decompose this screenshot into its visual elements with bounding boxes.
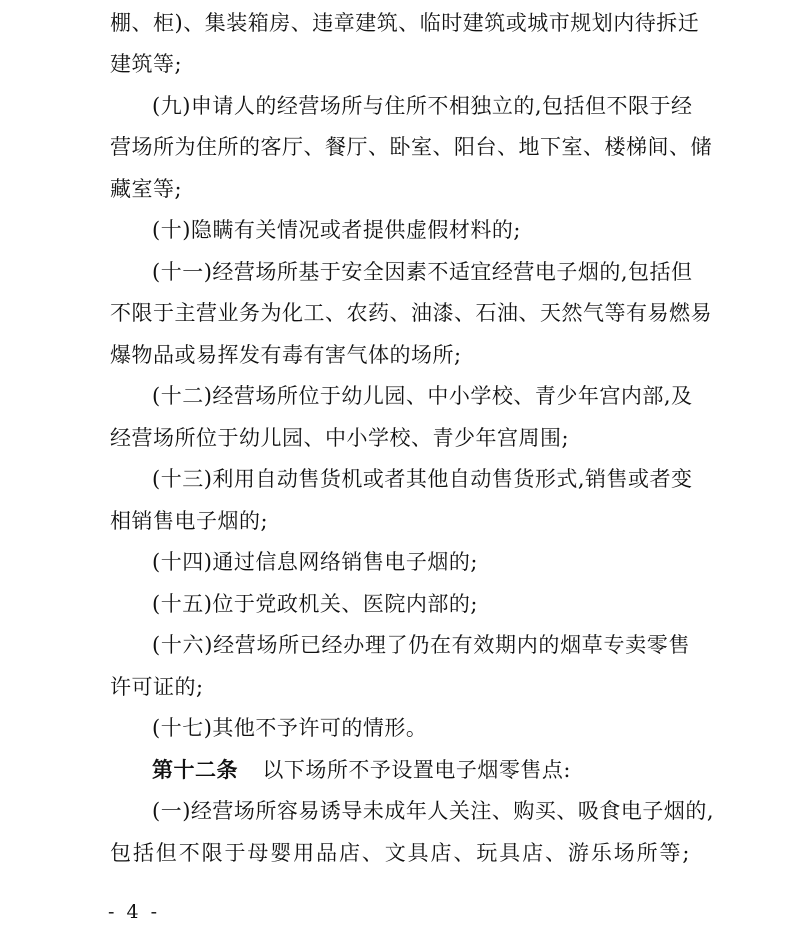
- text-line: (一)经营场所容易诱导未成年人关注、购买、吸食电子烟的,: [152, 799, 715, 823]
- text-line: 相销售电子烟的;: [110, 509, 269, 533]
- text-line: 棚、柜)、集装箱房、违章建筑、临时建筑或城市规划内待拆迁: [110, 11, 700, 35]
- page-number: - 4 -: [108, 901, 161, 923]
- text-line: (十四)通过信息网络销售电子烟的;: [152, 550, 478, 574]
- text-line: 经营场所位于幼儿园、中小学校、青少年宫周围;: [110, 426, 570, 450]
- text-line: 营场所为住所的客厅、餐厅、卧室、阳台、地下室、楼梯间、储: [110, 135, 712, 159]
- text-line: (十六)经营场所已经办理了仍在有效期内的烟草专卖零售: [152, 633, 690, 657]
- text-line: (十三)利用自动售货机或者其他自动售货形式,销售或者变: [152, 467, 693, 491]
- text-line: 不限于主营业务为化工、农药、油漆、石油、天然气等有易燃易: [110, 301, 712, 325]
- text-line: (十五)位于党政机关、医院内部的;: [152, 592, 478, 616]
- text-line: 许可证的;: [110, 675, 204, 699]
- text-line: 建筑等;: [110, 52, 183, 76]
- article-text: 以下场所不予设置电子烟零售点:: [262, 758, 571, 782]
- text-line: (十)隐瞒有关情况或者提供虚假材料的;: [152, 218, 521, 242]
- article-line: [152, 755, 690, 785]
- text-line: 包括但不限于母婴用品店、文具店、玩具店、游乐场所等;: [110, 841, 690, 865]
- text-line: (九)申请人的经营场所与住所不相独立的,包括但不限于经: [152, 94, 693, 118]
- text-line: (十七)其他不予许可的情形。: [152, 716, 428, 740]
- text-line: (十二)经营场所位于幼儿园、中小学校、青少年宫内部,及: [152, 384, 693, 408]
- text-line: (十一)经营场所基于安全因素不适宜经营电子烟的,包括但: [152, 260, 693, 284]
- text-line: 爆物品或易挥发有毒有害气体的场所;: [110, 343, 462, 367]
- text-line: 藏室等;: [110, 177, 183, 201]
- article-title: 第十二条: [152, 757, 238, 782]
